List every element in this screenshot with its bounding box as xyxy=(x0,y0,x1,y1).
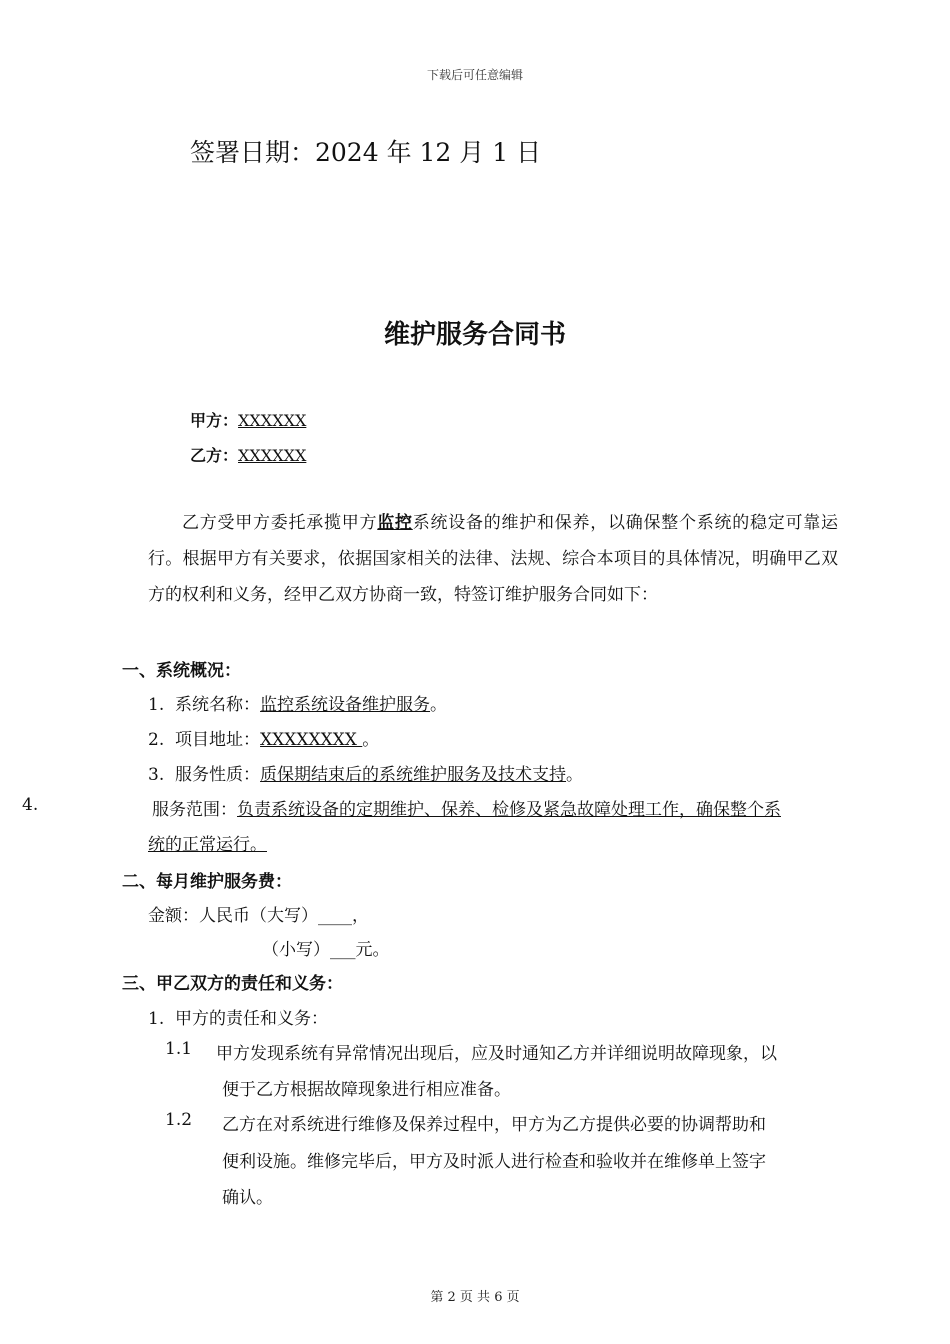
section-1-item-2 xyxy=(148,725,379,750)
section-1-item-3 xyxy=(148,760,583,785)
intro-pre: 乙方受甲方委托承揽甲方 xyxy=(182,513,378,533)
clause-1-2-line-2: 便利设施。维修完毕后，甲方及时派人进行检查和验收并在维修单上签字 xyxy=(222,1152,766,1172)
item-label: 系统名称： xyxy=(175,695,261,715)
item-label: 服务范围： xyxy=(152,800,237,820)
item-number: 1. xyxy=(148,695,165,715)
item-end: 。 xyxy=(566,765,584,785)
fee-amount-blank: ____ xyxy=(318,906,352,926)
item-number: 2. xyxy=(148,730,165,750)
section-1-heading: 一、系统概况： xyxy=(122,661,241,681)
fee-amount-end: ， xyxy=(352,906,369,926)
section-2-heading: 二、每月维护服务费： xyxy=(122,872,292,892)
clause-1-1-line-1: 甲方发现系统有异常情况出现后，应及时通知乙方并详细说明故障现象，以 xyxy=(216,1044,777,1064)
signing-date: 签署日期：2024 年 12 月 1 日 xyxy=(190,138,542,167)
item-value: 质保期结束后的系统维护服务及技术支持 xyxy=(260,765,567,785)
section-1-item-4 xyxy=(152,795,781,820)
clause-1-2-line-1: 乙方在对系统进行维修及保养过程中，甲方为乙方提供必要的协调帮助和 xyxy=(222,1115,766,1135)
item-label: 服务性质： xyxy=(175,765,261,785)
page-header-note: 下载后可任意编辑 xyxy=(426,68,523,82)
item-end: 。 xyxy=(362,730,380,750)
intro-emphasis: 监控 xyxy=(377,513,413,533)
party-b-value: XXXXXX xyxy=(238,446,307,465)
clause-1-2-line-3: 确认。 xyxy=(222,1188,273,1208)
fee-amount-uppercase xyxy=(148,901,369,926)
party-b xyxy=(190,443,306,466)
fee-small-label: （小写） xyxy=(262,940,330,960)
item-value: XXXXXXXX xyxy=(260,730,363,750)
section-1-item-4-number: 4. xyxy=(22,795,39,815)
clause-1-1-number: 1.1 xyxy=(165,1039,193,1059)
section-1-item-1 xyxy=(148,690,447,715)
party-a-value: XXXXXX xyxy=(238,411,307,430)
item-end: 。 xyxy=(430,695,448,715)
fee-amount-label: 金额：人民币（大写） xyxy=(148,906,318,926)
section-3-heading: 三、甲乙双方的责任和义务： xyxy=(122,974,343,994)
item-number: 3. xyxy=(148,765,165,785)
document-title: 维护服务合同书 xyxy=(383,320,566,350)
party-a xyxy=(190,408,306,431)
clause-1-1-line-2: 便于乙方根据故障现象进行相应准备。 xyxy=(222,1080,511,1100)
item-value-line-1: 负责系统设备的定期维护、保养、检修及紧急故障处理工作，确保整个系 xyxy=(237,800,781,820)
item-value: 监控系统设备维护服务 xyxy=(260,695,431,715)
party-b-label: 乙方： xyxy=(190,446,239,465)
party-a-label: 甲方： xyxy=(190,411,239,430)
intro-paragraph xyxy=(148,505,838,613)
fee-small-blank: ___ xyxy=(330,940,356,960)
fee-small-end: 元。 xyxy=(355,940,390,960)
intro-post: 系统设备的维护和保养，以确保整个系统的稳定可靠运行。根据甲方有关要求，依据国家相关的法律、法规、综合本项目的具体情况，明确甲乙双方的权利和义务，经甲乙双方协商一致，特签订维护服务合同如下： xyxy=(148,513,838,605)
section-1-item-4-continued xyxy=(148,830,267,855)
section-3-sub-1: 1. 甲方的责任和义务： xyxy=(148,1009,329,1029)
page-footer: 第 2 页 共 6 页 xyxy=(430,1290,520,1305)
item-label: 项目地址： xyxy=(175,730,261,750)
clause-1-2-number: 1.2 xyxy=(165,1110,193,1130)
item-value-line-2: 统的正常运行。 xyxy=(148,835,267,855)
fee-amount-lowercase xyxy=(262,935,390,960)
